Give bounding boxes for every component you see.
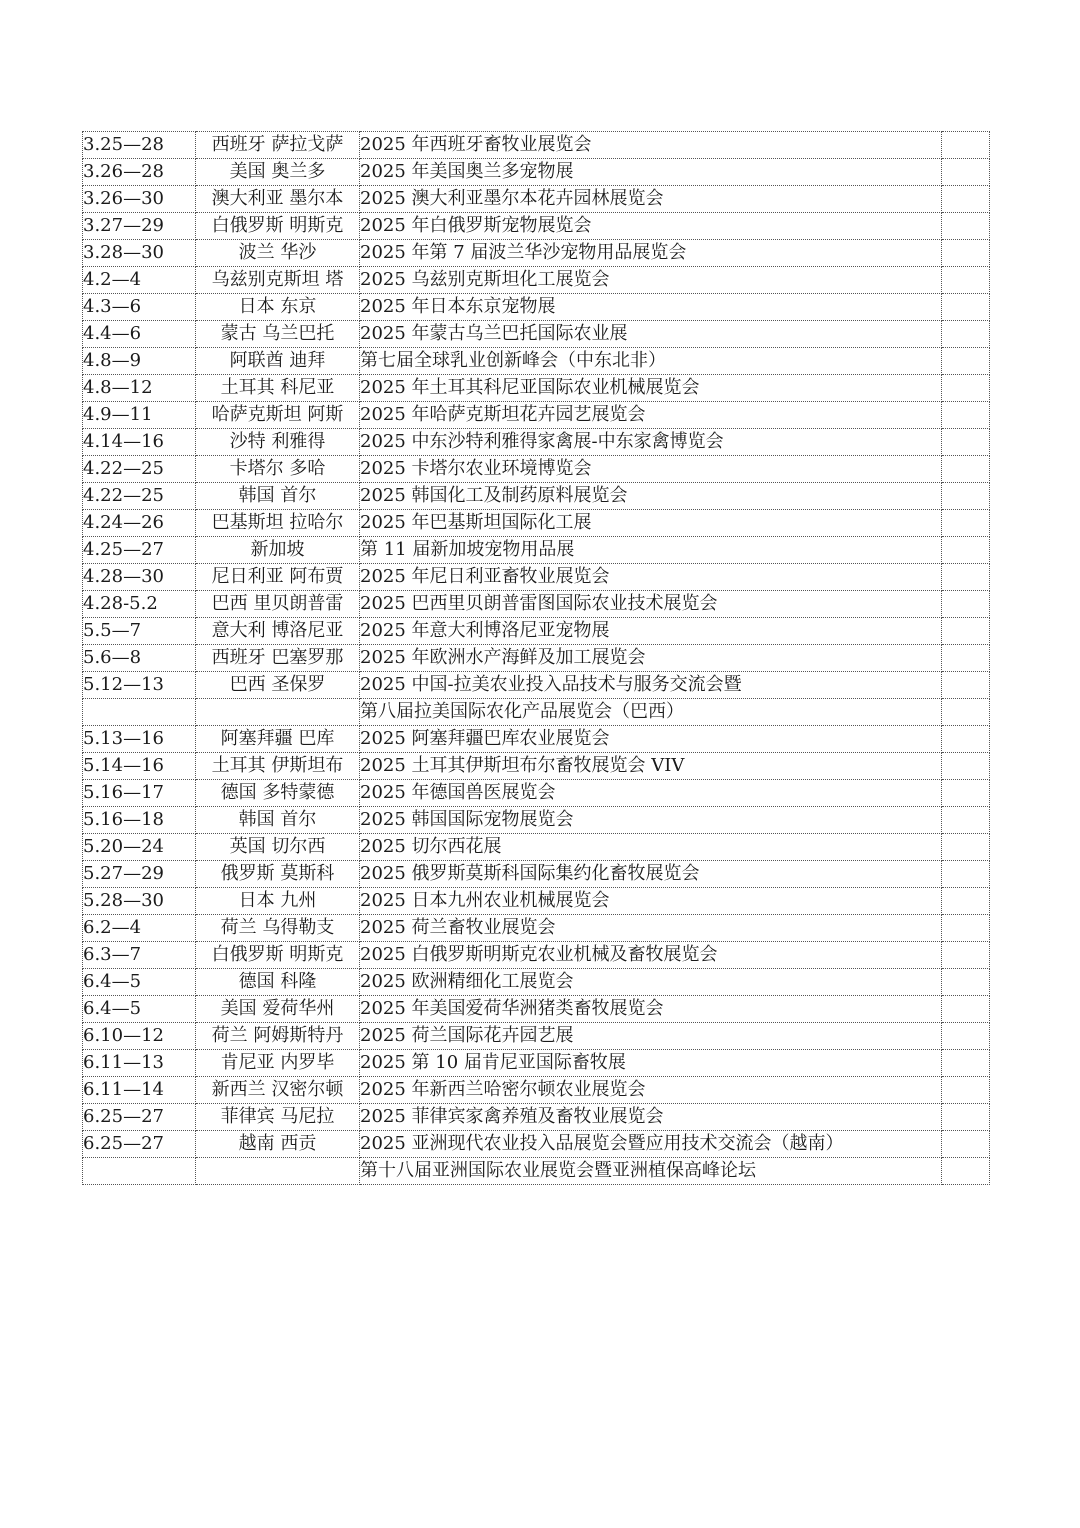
location-cell: 日本 东京 bbox=[196, 294, 360, 321]
date-cell: 4.14—16 bbox=[83, 429, 196, 456]
date-cell: 5.5—7 bbox=[83, 618, 196, 645]
note-cell bbox=[942, 726, 990, 753]
event-name-cell: 2025 土耳其伊斯坦布尔畜牧展览会 VIV bbox=[360, 753, 942, 780]
table-row bbox=[83, 429, 990, 456]
event-name-cell: 2025 年日本东京宠物展 bbox=[360, 294, 942, 321]
location-cell: 西班牙 巴塞罗那 bbox=[196, 645, 360, 672]
location-cell: 俄罗斯 莫斯科 bbox=[196, 861, 360, 888]
location-cell: 西班牙 萨拉戈萨 bbox=[196, 132, 360, 159]
note-cell bbox=[942, 402, 990, 429]
note-cell bbox=[942, 483, 990, 510]
event-name-cell: 2025 中国-拉美农业投入品技术与服务交流会暨 bbox=[360, 672, 942, 699]
location-cell: 哈萨克斯坦 阿斯 bbox=[196, 402, 360, 429]
date-cell: 4.25—27 bbox=[83, 537, 196, 564]
event-name-cell: 2025 白俄罗斯明斯克农业机械及畜牧展览会 bbox=[360, 942, 942, 969]
table-row bbox=[83, 267, 990, 294]
table-row bbox=[83, 861, 990, 888]
event-name-cell: 2025 卡塔尔农业环境博览会 bbox=[360, 456, 942, 483]
event-name-cell: 2025 日本九州农业机械展览会 bbox=[360, 888, 942, 915]
date-cell: 6.4—5 bbox=[83, 996, 196, 1023]
date-cell: 5.13—16 bbox=[83, 726, 196, 753]
date-cell: 6.3—7 bbox=[83, 942, 196, 969]
location-cell: 意大利 博洛尼亚 bbox=[196, 618, 360, 645]
date-cell: 6.2—4 bbox=[83, 915, 196, 942]
note-cell bbox=[942, 213, 990, 240]
location-cell: 荷兰 阿姆斯特丹 bbox=[196, 1023, 360, 1050]
event-name-cell: 2025 澳大利亚墨尔本花卉园林展览会 bbox=[360, 186, 942, 213]
event-name-cell: 2025 阿塞拜疆巴库农业展览会 bbox=[360, 726, 942, 753]
date-cell: 4.24—26 bbox=[83, 510, 196, 537]
location-cell: 波兰 华沙 bbox=[196, 240, 360, 267]
date-cell: 4.28—30 bbox=[83, 564, 196, 591]
location-cell: 英国 切尔西 bbox=[196, 834, 360, 861]
table-row bbox=[83, 483, 990, 510]
date-cell: 5.14—16 bbox=[83, 753, 196, 780]
table-row bbox=[83, 591, 990, 618]
note-cell bbox=[942, 159, 990, 186]
location-cell: 巴西 里贝朗普雷 bbox=[196, 591, 360, 618]
note-cell bbox=[942, 132, 990, 159]
event-name-cell: 2025 年土耳其科尼亚国际农业机械展览会 bbox=[360, 375, 942, 402]
table-row bbox=[83, 213, 990, 240]
table-row bbox=[83, 132, 990, 159]
event-name-cell: 2025 菲律宾家禽养殖及畜牧业展览会 bbox=[360, 1104, 942, 1131]
event-name-cell: 2025 年西班牙畜牧业展览会 bbox=[360, 132, 942, 159]
location-cell: 韩国 首尔 bbox=[196, 483, 360, 510]
location-cell: 美国 奥兰多 bbox=[196, 159, 360, 186]
event-name-cell: 第十八届亚洲国际农业展览会暨亚洲植保高峰论坛 bbox=[360, 1158, 942, 1185]
table-row bbox=[83, 1077, 990, 1104]
location-cell: 阿联酋 迪拜 bbox=[196, 348, 360, 375]
table-row bbox=[83, 402, 990, 429]
date-cell bbox=[83, 699, 196, 726]
date-cell: 4.22—25 bbox=[83, 483, 196, 510]
exhibition-schedule-table bbox=[82, 131, 990, 1185]
note-cell bbox=[942, 1077, 990, 1104]
date-cell: 5.20—24 bbox=[83, 834, 196, 861]
note-cell bbox=[942, 969, 990, 996]
table-row bbox=[83, 375, 990, 402]
date-cell: 3.26—28 bbox=[83, 159, 196, 186]
location-cell: 阿塞拜疆 巴库 bbox=[196, 726, 360, 753]
location-cell: 德国 科隆 bbox=[196, 969, 360, 996]
table-row bbox=[83, 1023, 990, 1050]
note-cell bbox=[942, 645, 990, 672]
location-cell bbox=[196, 699, 360, 726]
location-cell: 日本 九州 bbox=[196, 888, 360, 915]
event-name-cell: 2025 年巴基斯坦国际化工展 bbox=[360, 510, 942, 537]
table-row bbox=[83, 780, 990, 807]
date-cell: 5.6—8 bbox=[83, 645, 196, 672]
table-row bbox=[83, 159, 990, 186]
date-cell: 3.27—29 bbox=[83, 213, 196, 240]
note-cell bbox=[942, 186, 990, 213]
location-cell: 土耳其 伊斯坦布 bbox=[196, 753, 360, 780]
location-cell: 蒙古 乌兰巴托 bbox=[196, 321, 360, 348]
table-row bbox=[83, 996, 990, 1023]
note-cell bbox=[942, 294, 990, 321]
table-row bbox=[83, 618, 990, 645]
note-cell bbox=[942, 1104, 990, 1131]
note-cell bbox=[942, 510, 990, 537]
date-cell: 5.16—17 bbox=[83, 780, 196, 807]
date-cell: 6.25—27 bbox=[83, 1131, 196, 1158]
note-cell bbox=[942, 861, 990, 888]
table-row bbox=[83, 645, 990, 672]
event-name-cell: 2025 俄罗斯莫斯科国际集约化畜牧展览会 bbox=[360, 861, 942, 888]
date-cell: 5.16—18 bbox=[83, 807, 196, 834]
table-row bbox=[83, 294, 990, 321]
note-cell bbox=[942, 375, 990, 402]
location-cell: 新西兰 汉密尔顿 bbox=[196, 1077, 360, 1104]
note-cell bbox=[942, 1131, 990, 1158]
event-name-cell: 2025 欧洲精细化工展览会 bbox=[360, 969, 942, 996]
table-row bbox=[83, 456, 990, 483]
table-row bbox=[83, 537, 990, 564]
event-name-cell: 2025 年蒙古乌兰巴托国际农业展 bbox=[360, 321, 942, 348]
date-cell: 4.22—25 bbox=[83, 456, 196, 483]
note-cell bbox=[942, 348, 990, 375]
date-cell: 5.28—30 bbox=[83, 888, 196, 915]
note-cell bbox=[942, 780, 990, 807]
location-cell: 乌兹别克斯坦 塔 bbox=[196, 267, 360, 294]
table-row bbox=[83, 321, 990, 348]
note-cell bbox=[942, 1158, 990, 1185]
event-name-cell: 2025 年新西兰哈密尔顿农业展览会 bbox=[360, 1077, 942, 1104]
table-row bbox=[83, 672, 990, 699]
event-name-cell: 2025 韩国国际宠物展览会 bbox=[360, 807, 942, 834]
note-cell bbox=[942, 1023, 990, 1050]
date-cell: 4.3—6 bbox=[83, 294, 196, 321]
note-cell bbox=[942, 618, 990, 645]
event-name-cell: 2025 年尼日利亚畜牧业展览会 bbox=[360, 564, 942, 591]
date-cell: 6.11—14 bbox=[83, 1077, 196, 1104]
event-name-cell: 2025 年欧洲水产海鲜及加工展览会 bbox=[360, 645, 942, 672]
note-cell bbox=[942, 429, 990, 456]
table-row bbox=[83, 888, 990, 915]
note-cell bbox=[942, 456, 990, 483]
date-cell: 5.12—13 bbox=[83, 672, 196, 699]
note-cell bbox=[942, 807, 990, 834]
location-cell: 沙特 利雅得 bbox=[196, 429, 360, 456]
event-name-cell: 2025 年美国奥兰多宠物展 bbox=[360, 159, 942, 186]
event-name-cell: 第七届全球乳业创新峰会（中东北非） bbox=[360, 348, 942, 375]
location-cell: 菲律宾 马尼拉 bbox=[196, 1104, 360, 1131]
event-name-cell: 2025 韩国化工及制药原料展览会 bbox=[360, 483, 942, 510]
event-name-cell: 第八届拉美国际农化产品展览会（巴西） bbox=[360, 699, 942, 726]
note-cell bbox=[942, 699, 990, 726]
date-cell: 6.11—13 bbox=[83, 1050, 196, 1077]
table-row bbox=[83, 1158, 990, 1185]
table-row bbox=[83, 564, 990, 591]
table-row bbox=[83, 510, 990, 537]
date-cell: 4.28-5.2 bbox=[83, 591, 196, 618]
location-cell: 白俄罗斯 明斯克 bbox=[196, 213, 360, 240]
date-cell: 6.25—27 bbox=[83, 1104, 196, 1131]
event-name-cell: 2025 中东沙特利雅得家禽展-中东家禽博览会 bbox=[360, 429, 942, 456]
date-cell: 4.8—9 bbox=[83, 348, 196, 375]
table-row bbox=[83, 348, 990, 375]
event-name-cell: 2025 年美国爱荷华洲猪类畜牧展览会 bbox=[360, 996, 942, 1023]
table-row bbox=[83, 834, 990, 861]
note-cell bbox=[942, 942, 990, 969]
date-cell: 4.8—12 bbox=[83, 375, 196, 402]
location-cell: 尼日利亚 阿布贾 bbox=[196, 564, 360, 591]
location-cell: 卡塔尔 多哈 bbox=[196, 456, 360, 483]
location-cell: 荷兰 乌得勒支 bbox=[196, 915, 360, 942]
table-row bbox=[83, 699, 990, 726]
event-name-cell: 2025 年德国兽医展览会 bbox=[360, 780, 942, 807]
event-name-cell: 2025 巴西里贝朗普雷图国际农业技术展览会 bbox=[360, 591, 942, 618]
event-name-cell: 2025 年意大利博洛尼亚宠物展 bbox=[360, 618, 942, 645]
date-cell: 3.26—30 bbox=[83, 186, 196, 213]
date-cell: 4.2—4 bbox=[83, 267, 196, 294]
location-cell: 韩国 首尔 bbox=[196, 807, 360, 834]
date-cell: 6.4—5 bbox=[83, 969, 196, 996]
table-row bbox=[83, 186, 990, 213]
table-row bbox=[83, 942, 990, 969]
location-cell: 巴基斯坦 拉哈尔 bbox=[196, 510, 360, 537]
location-cell: 土耳其 科尼亚 bbox=[196, 375, 360, 402]
event-name-cell: 2025 年哈萨克斯坦花卉园艺展览会 bbox=[360, 402, 942, 429]
location-cell: 肯尼亚 内罗毕 bbox=[196, 1050, 360, 1077]
date-cell: 4.4—6 bbox=[83, 321, 196, 348]
table-row bbox=[83, 915, 990, 942]
location-cell: 德国 多特蒙德 bbox=[196, 780, 360, 807]
location-cell: 越南 西贡 bbox=[196, 1131, 360, 1158]
note-cell bbox=[942, 1050, 990, 1077]
note-cell bbox=[942, 564, 990, 591]
date-cell bbox=[83, 1158, 196, 1185]
date-cell: 6.10—12 bbox=[83, 1023, 196, 1050]
note-cell bbox=[942, 267, 990, 294]
event-name-cell: 2025 切尔西花展 bbox=[360, 834, 942, 861]
note-cell bbox=[942, 834, 990, 861]
event-name-cell: 2025 年第 7 届波兰华沙宠物用品展览会 bbox=[360, 240, 942, 267]
event-name-cell: 2025 荷兰畜牧业展览会 bbox=[360, 915, 942, 942]
location-cell bbox=[196, 1158, 360, 1185]
note-cell bbox=[942, 240, 990, 267]
date-cell: 3.28—30 bbox=[83, 240, 196, 267]
date-cell: 4.9—11 bbox=[83, 402, 196, 429]
event-name-cell: 2025 年白俄罗斯宠物展览会 bbox=[360, 213, 942, 240]
event-name-cell: 2025 乌兹别克斯坦化工展览会 bbox=[360, 267, 942, 294]
event-name-cell: 2025 亚洲现代农业投入品展览会暨应用技术交流会（越南） bbox=[360, 1131, 942, 1158]
location-cell: 澳大利亚 墨尔本 bbox=[196, 186, 360, 213]
table-row bbox=[83, 1104, 990, 1131]
table-row bbox=[83, 807, 990, 834]
table-row bbox=[83, 1050, 990, 1077]
table-row bbox=[83, 969, 990, 996]
note-cell bbox=[942, 888, 990, 915]
location-cell: 白俄罗斯 明斯克 bbox=[196, 942, 360, 969]
event-name-cell: 第 11 届新加坡宠物用品展 bbox=[360, 537, 942, 564]
location-cell: 美国 爱荷华州 bbox=[196, 996, 360, 1023]
location-cell: 新加坡 bbox=[196, 537, 360, 564]
note-cell bbox=[942, 753, 990, 780]
table-row bbox=[83, 726, 990, 753]
date-cell: 5.27—29 bbox=[83, 861, 196, 888]
schedule-sheet bbox=[82, 131, 989, 1185]
event-name-cell: 2025 荷兰国际花卉园艺展 bbox=[360, 1023, 942, 1050]
table-row bbox=[83, 240, 990, 267]
event-name-cell: 2025 第 10 届肯尼亚国际畜牧展 bbox=[360, 1050, 942, 1077]
note-cell bbox=[942, 591, 990, 618]
date-cell: 3.25—28 bbox=[83, 132, 196, 159]
note-cell bbox=[942, 672, 990, 699]
table-row bbox=[83, 753, 990, 780]
location-cell: 巴西 圣保罗 bbox=[196, 672, 360, 699]
note-cell bbox=[942, 321, 990, 348]
table-row bbox=[83, 1131, 990, 1158]
note-cell bbox=[942, 996, 990, 1023]
note-cell bbox=[942, 537, 990, 564]
note-cell bbox=[942, 915, 990, 942]
schedule-table-body bbox=[83, 132, 990, 1185]
